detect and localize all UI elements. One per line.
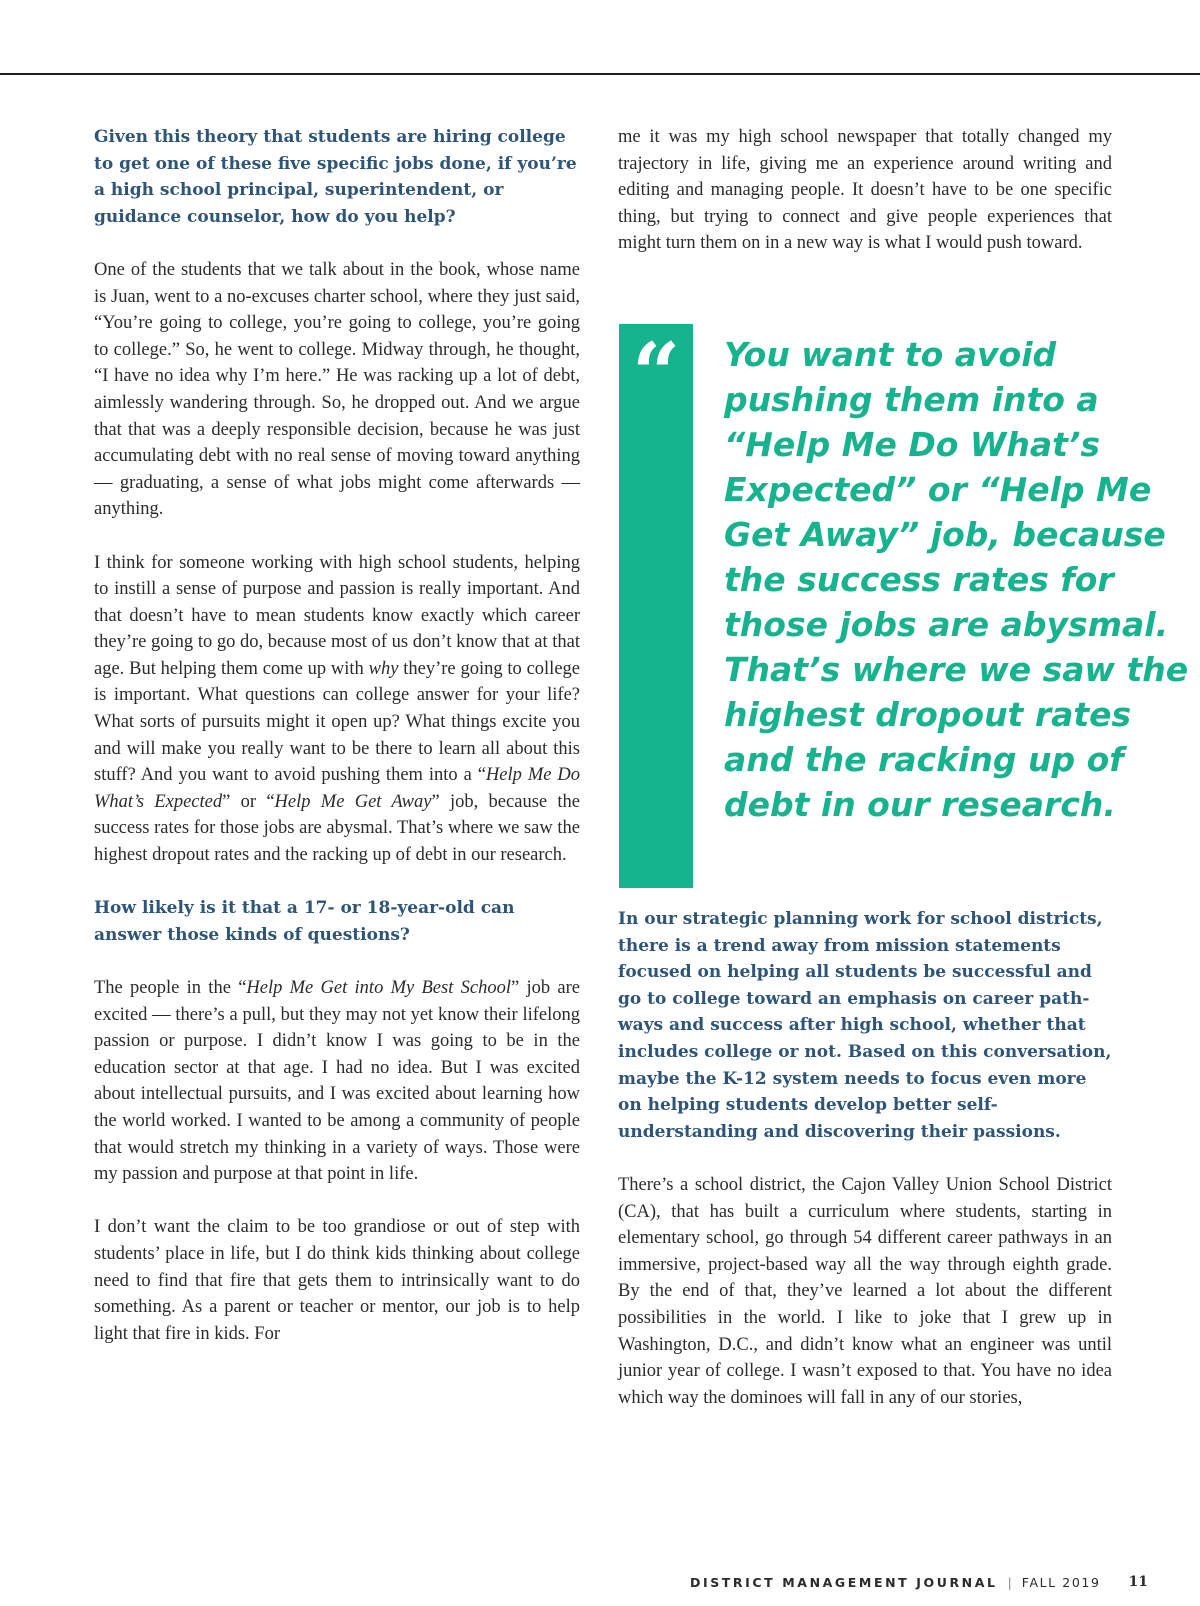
question-heading: In our strategic planning work for school districts, there is a trend away from mission statements focused on helping all students be successful and go to college toward an emphasis on career path-ways and success after high school, whether that includes college or not. Based on this conversation, maybe the K-12 system needs to focus even more on helping students develop better self-understanding and discovering their passions. [618, 909, 1112, 1142]
text-run: ” or “ [222, 791, 275, 812]
text-run: they’re going to college is important. What questions can college answer for your life? What sorts of pursuits might it open up? What things excite you and will make you really want to be there to learn all about this stuff? And you want to avoid pushing them into a “ [94, 658, 580, 786]
quote-mark-icon: “ [632, 324, 681, 423]
page-footer [690, 1574, 1148, 1590]
body-paragraph: I don’t want the claim to be too grandiose or out of step with students’ place in life, but I do think kids thinking about college need to find that fire that gets them to intrinsically want to do something. As a parent or teacher or mentor, our job is to help light that fire in kids. For [94, 1217, 580, 1344]
question-heading: Given this theory that students are hiring college to get one of these five specific jobs done, if you’re a high school principal, superintendent, or guidance counselor, how do you help? [94, 127, 577, 227]
pull-quote [619, 324, 1199, 888]
page-number: 11 [1128, 1574, 1148, 1590]
text-run: ” job, because the success rates for those jobs are abysmal. That’s where we saw the highest dropout rates and the racking up of debt in our research. [94, 791, 580, 866]
emphasis: why [368, 658, 399, 679]
question-heading: How likely is it that a 17- or 18-year-old can answer those kinds of questions? [94, 898, 515, 945]
body-paragraph: One of the students that we talk about in the book, whose name is Juan, went to a no-excuses charter school, where they just said, “You’re going to college, you’re going to college, you’re going to college.” So, he went to college. Midway through, he thought, “I have no idea why I’m here.” He was racking up a lot of debt, aimlessly wandering through. So, he dropped out. And we argue that that was a deeply responsible decision, because he was just accumulating debt with no real sense of moving toward anything — graduating, a sense of what jobs might come afterwards — anything. [94, 259, 580, 520]
right-column-lower [618, 906, 1112, 1411]
text-run: I think for someone working with high school students, helping to instill a sense of purpose and passion is really important. And that doesn’t have to mean students know exactly which career they’re going to go do, because most of us don’t know that at that age. But helping them come up with [94, 552, 580, 679]
left-column [94, 124, 580, 1347]
issue-label: FALL 2019 [1021, 1574, 1101, 1590]
body-paragraph: me it was my high school newspaper that totally changed my trajectory in life, giving me an experience around writing and editing and managing people. It doesn’t have to be one specific thing, but trying to connect and give people experiences that might turn them on in a new way is what I would push toward. [618, 127, 1112, 254]
text-run: The people in the “ [94, 978, 247, 998]
right-column [618, 124, 1112, 257]
pull-quote-text: You want to avoid pushing them into a “Help Me Do What’s Expected” or “Help Me Get Away” job, because the success rates for those jobs are abysmal. That’s where we saw the highest dropout rates and the racking up of debt in our research. [724, 335, 1189, 824]
emphasis: Help Me Get Away [274, 791, 432, 812]
text-run: ” job are excited — there’s a pull, but they may not yet know their lifelong passion or purpose. I didn’t know I was going to be in the education sector at that age. I had no idea. But I was excited about intellectual pursuits, and I was excited about learning how the world worked. I wanted to be among a community of people that would stretch my thinking in a variety of ways. Those were my passion and purpose at that point in life. [94, 978, 580, 1185]
emphasis: Help Me Do What’s Expected [94, 765, 580, 812]
footer-separator: | [1007, 1574, 1012, 1590]
body-paragraph: There’s a school district, the Cajon Valley Union School District (CA), that has built a curriculum where students, starting in elementary school, go through 54 different career pathways in an immersive, project-based way all the way through eighth grade. By the end of that, they’ve learned a lot about the different possibilities in the world. I like to joke that I grew up in Washington, D.C., and didn’t know what an engineer was until junior year of college. I wasn’t exposed to that. You have no idea which way the dominoes will fall in any of our stories, [618, 1174, 1112, 1408]
body-paragraph [94, 975, 580, 1188]
journal-name: DISTRICT MANAGEMENT JOURNAL [689, 1574, 998, 1590]
top-rule [0, 73, 1200, 75]
body-paragraph [94, 550, 580, 869]
emphasis: Help Me Get into My Best School [246, 978, 511, 998]
